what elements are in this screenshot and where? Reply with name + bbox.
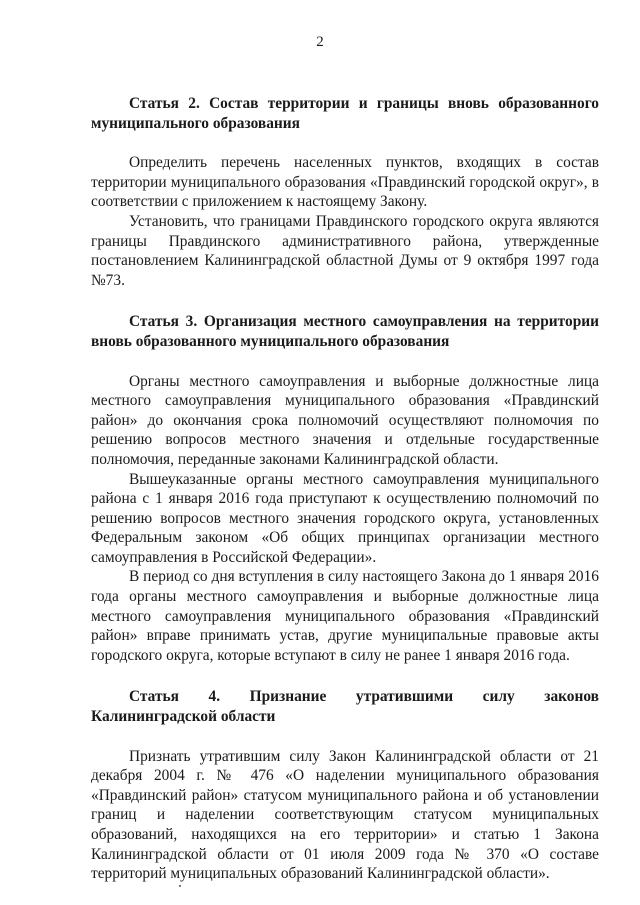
page-number: 2 [316, 34, 324, 50]
document-body [91, 94, 599, 884]
article-2-paragraph-2: Установить, что границами Правдинского городского округа являются границы Правдинского административного района, утвержденные постановлением Калининградской областной Думы от 9 октября 1997 года №73. [91, 212, 599, 289]
article-2-title: Статья 2. Состав территории и границы вновь образованного муниципального образования [91, 95, 599, 132]
scan-speck-mark [179, 885, 181, 887]
article-2-paragraph-1: Определить перечень населенных пунктов, входящих в состав территории муниципального образования «Правдинский городской округ», в соответствии с приложением к настоящему Закону. [91, 154, 599, 211]
article-3-paragraph-1: Органы местного самоуправления и выборные должностные лица местного самоуправления муниципального образования «Правдинский район» до окончания срока полномочий осуществляют полномочия по решению вопросов местного значения и отдельные государственные полномочия, переданные законами Калининградской области. [91, 372, 599, 468]
article-2 [91, 94, 599, 290]
article-4-title: Статья 4. Признание утратившими силу законов Калининградской области [91, 688, 599, 726]
article-3-paragraph-3: В период со дня вступления в силу настоящего Закона до 1 января 2016 года органы местного самоуправления и выборные должностные лица местного самоуправления муниципального образования «Правдинский район» вправе принимать устав, другие муниципальные правовые акты городского округа, которые вступают в силу не ранее 1 января 2016 года. [91, 568, 599, 664]
article-3-paragraph-2: Вышеуказанные органы местного самоуправления муниципального района с 1 января 2016 года приступают к осуществлению полномочий по решению вопросов местного значения городского округа, установленных Федеральным законом «Об общих принципах организации местного самоуправления в Российской Федерации». [91, 470, 599, 566]
article-4 [91, 687, 599, 883]
article-3 [91, 312, 599, 665]
article-4-paragraph-1: Признать утратившим силу Закон Калининградской области от 21 декабря 2004 г. № 476 «О наделении муниципального образования «Правдинский район» статусом муниципального района и об установлении границ и наделении соответствующим статусом муниципальных образований, находящихся на его территории» и статью 1 Закона Калининградской области от 01 июля 2009 года № 370 «О составе территорий муниципальных образований Калининградской области». [91, 747, 599, 883]
article-3-title: Статья 3. Организация местного самоуправления на территории вновь образованного муниципального образования [91, 313, 599, 350]
